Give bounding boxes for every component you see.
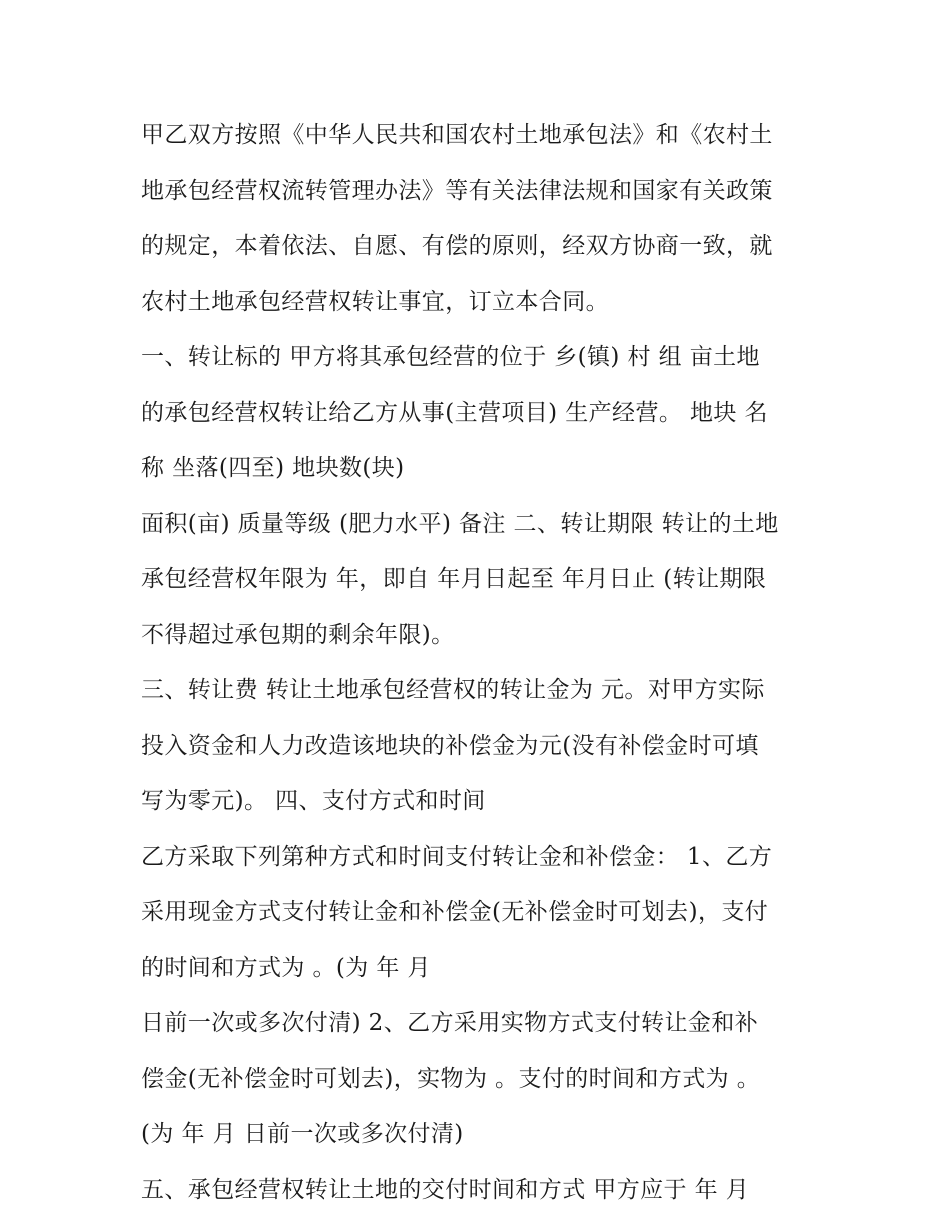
text-line: 的承包经营权转让给乙方从事(主营项目) 生产经营。 地块 名 — [141, 399, 768, 426]
text-line: 日前一次或多次付清) 2、乙方采用实物方式支付转让金和补 — [141, 1010, 759, 1036]
text-line: 称 坐落(四至) 地块数(块) — [141, 455, 405, 481]
text-line: 承包经营权年限为 年，即自 年月日起至 年月日止 (转让期限 — [141, 566, 767, 592]
text-line: 地承包经营权流转管理办法》等有关法律法规和国家有关政策 — [141, 177, 773, 204]
text-line: 不得超过承包期的剩余年限)。 — [141, 621, 455, 648]
text-line: 五、承包经营权转让土地的交付时间和方式 甲方应于 年 月 — [141, 1176, 750, 1203]
text-line: 面积(亩) 质量等级 (肥力水平) 备注 二、转让期限 转让的土地 — [141, 510, 779, 537]
text-line: 甲乙双方按照《中华人民共和国农村土地承包法》和《农村土 — [141, 122, 773, 148]
text-line: 投入资金和人力改造该地块的补偿金为元(没有补偿金时可填 — [141, 732, 759, 759]
text-line: 农村土地承包经营权转让事宜，订立本合同。 — [141, 288, 609, 315]
text-line: 采用现金方式支付转让金和补偿金(无补偿金时可划去)，支付 — [141, 899, 769, 925]
text-line: 写为零元)。 四、支付方式和时间 — [141, 788, 486, 814]
text-line: 的规定，本着依法、自愿、有偿的原则，经双方协商一致，就 — [141, 233, 773, 259]
text-line: 的时间和方式为 。(为 年 月 — [141, 954, 431, 981]
text-line: 一、转让标的 甲方将其承包经营的位于 乡(镇) 村 组 亩土地 — [141, 344, 760, 370]
text-line: 三、转让费 转让土地承包经营权的转让金为 元。对甲方实际 — [141, 677, 765, 703]
document-body — [141, 108, 821, 1218]
text-line: 乙方采取下列第种方式和时间支付转让金和补偿金： 1、乙方 — [141, 843, 773, 870]
text-line: (为 年 月 日前一次或多次付清) — [141, 1121, 464, 1147]
text-line: 偿金(无补偿金时可划去)，实物为 。支付的时间和方式为 。 — [141, 1065, 761, 1092]
